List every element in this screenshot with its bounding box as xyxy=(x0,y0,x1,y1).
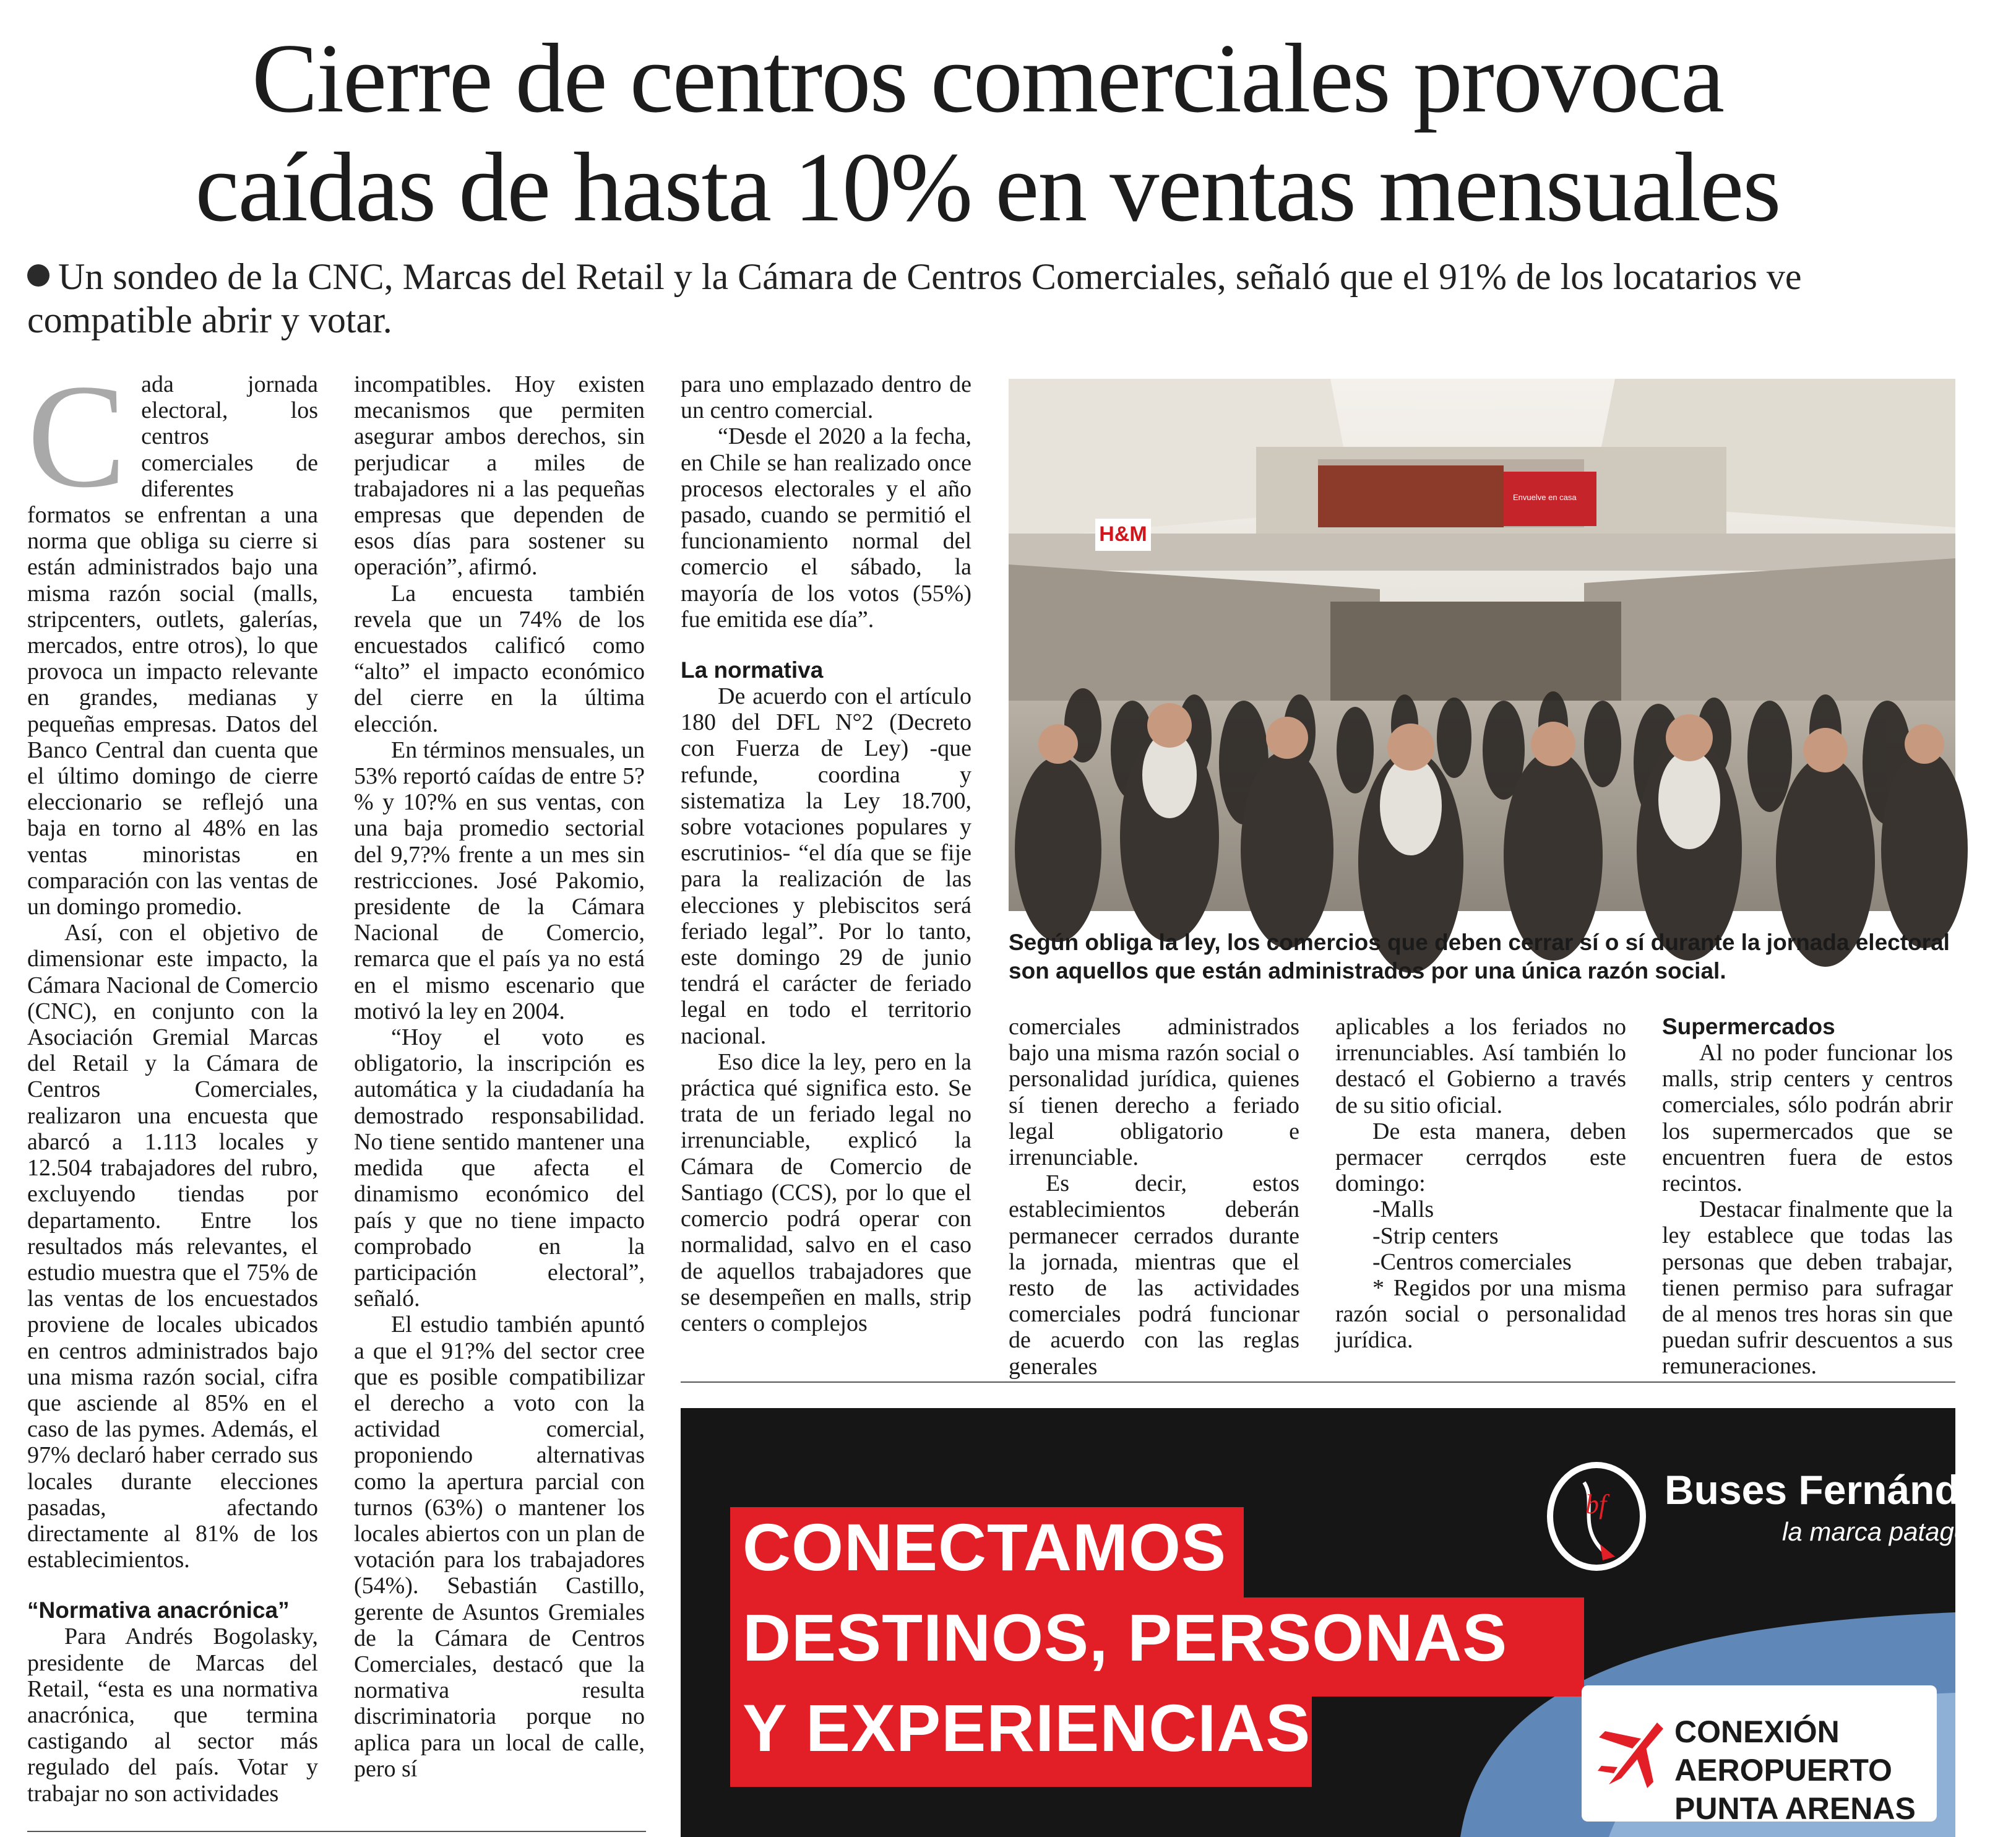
list-item: -Centros comerciales xyxy=(1372,1248,1572,1275)
article-column-6 xyxy=(1662,1014,1953,1380)
column-divider-rule xyxy=(681,1381,1955,1383)
paragraph: De acuerdo con el artículo 180 del DFL N°2 (Decreto con Fuerza de Ley) -que refunde, coordina y sistematiza la Ley 18.700, sobre votaciones populares y escrutinios- “el día que se fije para la realización de las elecciones y plebiscitos será feriado legal”. Por lo tanto, este domingo 29 de junio tendrá el carácter de feriado legal en todo el territorio nacional. xyxy=(681,683,971,1049)
bottom-rule xyxy=(27,1831,646,1832)
section-heading: La normativa xyxy=(681,657,824,683)
paragraph: De esta manera, deben permacer cerrqdos este domingo: xyxy=(1335,1118,1626,1197)
brand-tagline: la marca patagónica xyxy=(1782,1517,2016,1546)
logo-initials: bf xyxy=(1585,1489,1607,1519)
paragraph: Al no poder funcionar los malls, strip centers y centros comerciales, sólo podrán abrir los supermercados que se encuentren fuera de estos recintos. xyxy=(1662,1040,1953,1197)
buses-fernandez-logo-icon xyxy=(1541,1458,1652,1575)
ad-slogan xyxy=(743,1502,1507,1773)
brand-name: Buses Fernández xyxy=(1665,1467,2003,1513)
airport-connection-text xyxy=(1674,1713,1937,1828)
paragraph: incompatibles. Hoy existen mecanismos que permiten asegurar ambos derechos, sin perjudicar a miles de trabajadores ni a las pequeñas empresas que dependen de esos días para sostener su operación”, afirmó. xyxy=(354,371,645,581)
subheadline xyxy=(27,255,1945,342)
airport-line-2: PUNTA ARENAS xyxy=(1674,1791,1916,1826)
list-item: -Strip centers xyxy=(1372,1222,1499,1249)
paragraph: comerciales administrados bajo una misma razón social o personalidad jurídica, quienes sí tienen derecho a feriado legal obligatorio e irrenunciable. xyxy=(1009,1014,1299,1171)
section-heading: Supermercados xyxy=(1662,1014,1835,1039)
bus-company-advertisement xyxy=(681,1408,2016,1837)
mall-crowd-illustration xyxy=(1009,379,1955,911)
paragraph: En términos mensuales, un 53% reportó caídas de entre 5?% y 10?% en sus ventas, con una baja promedio sectorial del 9,7?% frente a un mes sin restricciones. José Pakomio, presidente de la Cámara Nacional de Comercio, remarca que el país ya no está en el mismo escenario que motivó la ley en 2004. xyxy=(354,737,645,1024)
paragraph: “Hoy el voto es obligatorio, la inscripción es automática y la ciudadanía ha demostrado responsabilidad. No tiene sentido mantener una medida que afecta el dinamismo económico del país y que no tiene impacto comprobado en la participación electoral”, señaló. xyxy=(354,1024,645,1312)
headline-line-2: caídas de hasta 10% en ventas mensuales xyxy=(195,132,1780,242)
brand-block xyxy=(1541,1458,2016,1575)
article-column-3 xyxy=(681,371,971,1336)
closed-venues-list xyxy=(1335,1196,1626,1275)
drop-cap: C xyxy=(27,353,127,518)
airport-line-1: CONEXIÓN AEROPUERTO xyxy=(1674,1714,1892,1787)
airport-connection-box xyxy=(1582,1685,1937,1826)
article-column-1 xyxy=(27,353,318,1807)
paragraph: para uno emplazado dentro de un centro comercial. xyxy=(681,371,971,424)
article-column-2 xyxy=(354,371,645,1782)
article-column-5 xyxy=(1335,1014,1626,1354)
paragraph: Para Andrés Bogolasky, presidente de Marcas del Retail, “esta es una normativa anacrónica, que termina castigando al sector más regulado del país. Votar y trabajar no son actividades xyxy=(27,1623,318,1807)
section-heading: “Normativa anacrónica” xyxy=(27,1597,290,1623)
paragraph: La encuesta también revela que un 74% de los encuestados calificó como “alto” el impacto económico del cierre en la última elección. xyxy=(354,580,645,737)
ad-slogan-line-3: Y EXPERIENCIAS xyxy=(743,1690,1311,1765)
footnote: * Regidos por una misma razón social o personalidad jurídica. xyxy=(1335,1275,1626,1354)
paragraph: ada jornada electoral, los centros comerciales de diferentes formatos se enfrentan a una norma que obliga su cierre si están administrados bajo una misma razón social (malls, stripcenters, outlets, galerías, mercados, entre otros), lo que provoca un impacto relevante en grandes, medianas y pequeñas empresas. Datos del Banco Central dan cuenta que el último domingo de cierre eleccionario se reflejó una baja en torno al 48% en las ventas minoristas en comparación con las ventas de un domingo promedio. xyxy=(27,371,318,920)
ad-slogan-line-1: CONECTAMOS xyxy=(743,1510,1226,1584)
store-sign: H&M xyxy=(1099,522,1147,546)
photo-caption: Según obliga la ley, los comercios que deben cerrar sí o sí durante la jornada electoral son aquellos que están administrados por una única razón social. xyxy=(1009,930,1950,983)
headline xyxy=(0,24,1975,241)
mall-photo xyxy=(1009,379,1955,911)
banner-text: Envuelve en casa xyxy=(1513,493,1577,502)
paragraph: “Desde el 2020 a la fecha, en Chile se han realizado once procesos electorales y el año pasado, cuando se permitió el funcionamiento normal del comercio el sábado, la mayoría de los votos (55%) fue emitida ese día”. xyxy=(681,423,971,633)
article-column-4 xyxy=(1009,1014,1299,1380)
paragraph: Destacar finalmente que la ley establece que todas las personas que deben trabajar, tienen permiso para sufragar de al menos tres horas sin que puedan sufrir descuentos a sus remuneraciones. xyxy=(1662,1196,1953,1380)
list-item: -Malls xyxy=(1372,1196,1434,1223)
headline-line-1: Cierre de centros comerciales provoca xyxy=(251,23,1724,133)
bullet-dot-icon xyxy=(27,264,50,287)
paragraph: aplicables a los feriados no irrenunciables. Así también lo destacó el Gobierno a través de su sitio oficial. xyxy=(1335,1014,1626,1118)
subheadline-text: Un sondeo de la CNC, Marcas del Retail y la Cámara de Centros Comerciales, señaló que el 91% de los locatarios ve compatible abrir y votar. xyxy=(27,256,1802,340)
paragraph: Es decir, estos establecimientos deberán permanecer cerrados durante la jornada, mientras que el resto de las actividades comerciales podrá funcionar de acuerdo con las reglas generales xyxy=(1009,1170,1299,1380)
paragraph: Eso dice la ley, pero en la práctica qué significa esto. Se trata de un feriado legal no irrenunciable, explicó la Cámara de Comercio de Santiago (CCS), por lo que el comercio podrá operar con normalidad, salvo en el caso de aquellos trabajadores que se desempeñen en malls, strip centers o complejos xyxy=(681,1048,971,1336)
paragraph: Así, con el objetivo de dimensionar este impacto, la Cámara Nacional de Comercio (CNC), en conjunto con la Asociación Gremial Marcas del Retail y la Cámara de Centros Comerciales, realizaron una encuesta que abarcó a 1.113 locales y 12.504 trabajadores del rubro, excluyendo tiendas por departamento. Entre los resultados más relevantes, el estudio muestra que el 75% de las ventas de los encuestados proviene de locales ubicados en centros administrados bajo una misma razón social, cifra que asciende al 85% en el caso de las pymes. Además, el 97% declaró haber cerrado sus locales durante elecciones pasadas, afectando directamente al 81% de los establecimientos. xyxy=(27,920,318,1573)
ad-slogan-line-2: DESTINOS, PERSONAS xyxy=(743,1600,1508,1675)
paragraph: El estudio también apuntó a que el 91?% del sector cree que es posible compatibilizar el derecho a voto con la actividad comercial, proponiendo alternativas como la apertura parcial con turnos (63%) o mantener los locales abiertos con un plan de votación para los trabajadores (54%). Sebastián Castillo, gerente de Asuntos Gremiales de la Cámara de Centros Comerciales, destacó que la normativa resulta discriminatoria porque no aplica para un local de calle, pero sí xyxy=(354,1312,645,1782)
airplane-icon xyxy=(1596,1711,1665,1792)
